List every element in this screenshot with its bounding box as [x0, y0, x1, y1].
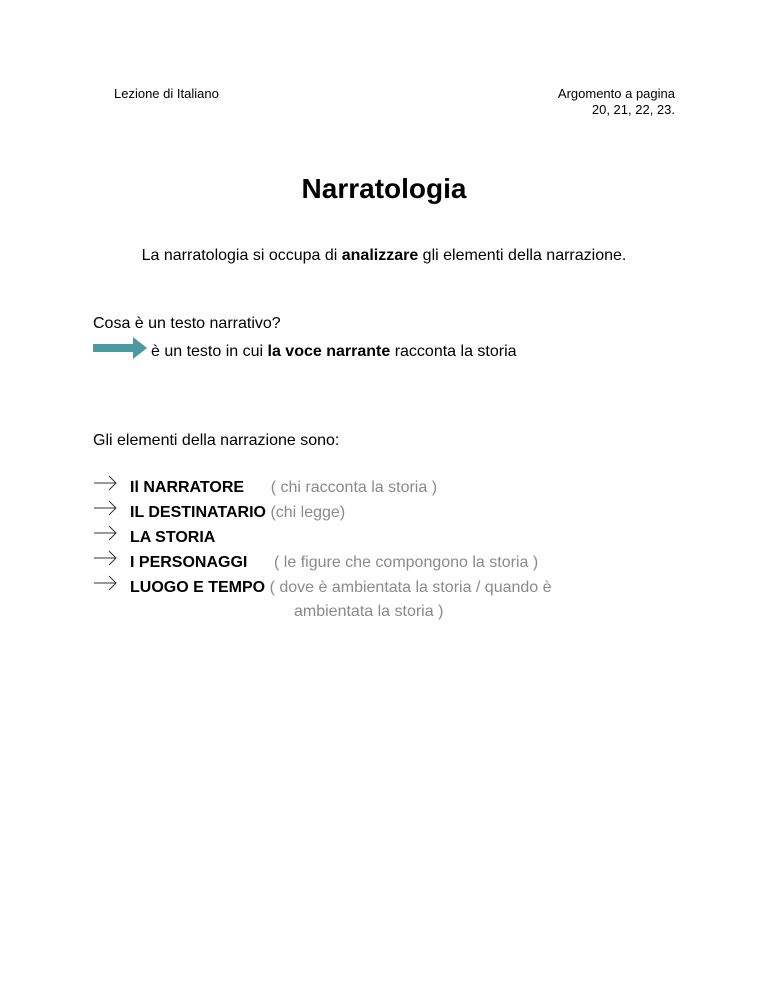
answer-text-bold: la voce narrante: [267, 343, 391, 360]
answer-row: [93, 336, 693, 360]
list-item-label-luogo-tempo: [130, 578, 552, 598]
answer-text-before: è un testo in cui: [151, 343, 268, 360]
list-item-narratore: [93, 474, 693, 499]
list-item-destinatario: [93, 499, 693, 524]
list-item-desc-continued: ambientata la storia ): [294, 603, 444, 620]
page-title: Narratologia: [301, 173, 467, 204]
answer-text-after: racconta la storia: [390, 343, 517, 360]
header-subject: Lezione di Italiano: [114, 86, 219, 101]
intro-text-before: La narratologia si occupa di: [141, 247, 342, 264]
header-pages-line1: Argomento a pagina: [557, 86, 675, 101]
header-pages-line2: 20, 21, 22, 23.: [591, 102, 675, 117]
thin-right-arrow-icon: [93, 524, 119, 542]
list-item-personaggi: [93, 549, 693, 574]
intro-sentence: [0, 246, 768, 266]
list-item-label-storia: LA STORIA: [130, 529, 216, 546]
list-item-desc: ( dove è ambientata la storia / quando è: [269, 579, 552, 596]
label-text: IL DESTINATARIO: [130, 504, 266, 521]
list-item-luogo-tempo: [93, 574, 693, 599]
intro-text-bold: analizzare: [341, 247, 419, 264]
header-pages: [558, 86, 675, 118]
thin-right-arrow-icon: [93, 499, 119, 517]
list-item-desc: (chi legge): [270, 504, 346, 521]
list-item-label-narratore: [130, 478, 437, 498]
answer-text: [151, 342, 517, 362]
thin-right-arrow-icon: [93, 474, 119, 492]
list-item-desc: ( chi racconta la storia ): [270, 479, 438, 496]
label-text: LUOGO E TEMPO: [130, 579, 266, 596]
elements-intro: Gli elementi della narrazione sono:: [93, 432, 340, 449]
elements-list: [93, 474, 693, 599]
intro-text-after: gli elementi della narrazione.: [418, 247, 627, 264]
thin-right-arrow-icon: [93, 574, 119, 592]
thin-right-arrow-icon: [93, 549, 119, 567]
question-text: Cosa è un testo narrativo?: [93, 315, 281, 332]
list-item-label-destinatario: [130, 503, 345, 523]
right-arrow-icon: [93, 336, 147, 360]
list-item-label-personaggi: [130, 553, 538, 573]
label-text: I PERSONAGGI: [130, 554, 248, 571]
list-item-desc: ( le figure che compongono la storia ): [274, 554, 539, 571]
label-text: Il NARRATORE: [130, 479, 245, 496]
list-item-storia: [93, 524, 693, 549]
